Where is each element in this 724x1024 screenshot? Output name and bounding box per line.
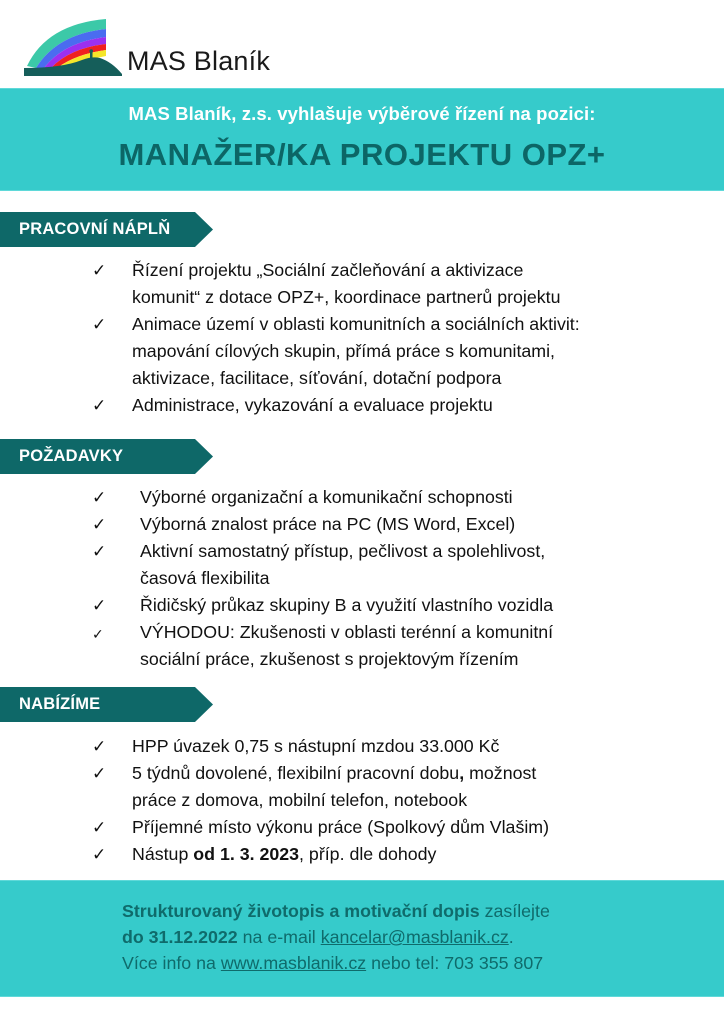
footer-run: na e-mail bbox=[237, 927, 321, 947]
logo bbox=[22, 16, 272, 76]
section-banner-offer bbox=[0, 687, 213, 722]
checkmark-icon: ✓ bbox=[92, 626, 104, 642]
offer-list bbox=[92, 733, 692, 868]
section-label-work: PRACOVNÍ NÁPLŇ bbox=[19, 220, 171, 238]
section-banner-requirements bbox=[0, 439, 213, 474]
footer-band bbox=[0, 880, 724, 997]
list-item-line: Aktivní samostatný přístup, pečlivost a spolehlivost, bbox=[140, 541, 546, 561]
footer-line bbox=[122, 950, 550, 976]
list-item-line bbox=[92, 841, 692, 868]
list-item-line: Administrace, vykazování a evaluace projektu bbox=[132, 395, 493, 415]
checkmark-icon: ✓ bbox=[92, 737, 107, 756]
footer-run: zasílejte bbox=[479, 901, 550, 921]
deadline: do 31.12.2022 bbox=[122, 927, 238, 947]
list-item bbox=[92, 619, 692, 673]
list-item-line bbox=[92, 760, 692, 787]
footer-run: Více info na bbox=[122, 953, 221, 973]
list-item-line: aktivizace, facilitace, síťování, dotační podpora bbox=[132, 368, 502, 388]
list-item-line: Výborné organizační a komunikační schopnosti bbox=[140, 487, 513, 507]
list-item-line: komunit“ z dotace OPZ+, koordinace partnerů projektu bbox=[132, 287, 561, 307]
list-item bbox=[92, 257, 692, 311]
list-item bbox=[92, 511, 692, 538]
checkmark-icon: ✓ bbox=[92, 488, 107, 507]
list-item bbox=[92, 311, 692, 392]
section-label-offer: NABÍZÍME bbox=[19, 695, 101, 713]
list-item-line: sociální práce, zkušenost s projektovým řízením bbox=[140, 649, 519, 669]
text-run: Nástup bbox=[132, 844, 194, 864]
list-item bbox=[92, 484, 692, 511]
checkmark-icon: ✓ bbox=[92, 818, 107, 837]
checkmark-icon: ✓ bbox=[92, 542, 107, 561]
checkmark-icon: ✓ bbox=[92, 396, 107, 415]
checkmark-icon: ✓ bbox=[92, 596, 107, 615]
footer-run: . bbox=[508, 927, 514, 947]
list-item-line: VÝHODOU: Zkušenosti v oblasti terénní a komunitní bbox=[140, 622, 554, 642]
footer-bold: Strukturovaný životopis a motivační dopis bbox=[122, 901, 480, 921]
list-item bbox=[92, 592, 692, 619]
list-item bbox=[92, 841, 692, 868]
website-link[interactable]: www.masblanik.cz bbox=[220, 953, 367, 973]
section-banner-work bbox=[0, 212, 213, 247]
list-item-line: mapování cílových skupin, přímá práce s komunitami, bbox=[132, 341, 555, 361]
list-item bbox=[92, 733, 692, 760]
footer-run: nebo tel: bbox=[366, 953, 445, 973]
list-item-line: práce z domova, mobilní telefon, notebook bbox=[132, 790, 468, 810]
list-item-line: Výborná znalost práce na PC (MS Word, Excel) bbox=[140, 514, 516, 534]
text-run: možnost bbox=[464, 763, 537, 783]
header-band bbox=[0, 88, 724, 191]
work-list bbox=[92, 257, 692, 419]
footer-line bbox=[122, 898, 550, 924]
checkmark-icon: ✓ bbox=[92, 315, 107, 334]
checkmark-icon: ✓ bbox=[92, 515, 107, 534]
text-run-bold: , bbox=[459, 763, 465, 783]
list-item-line: Řízení projektu „Sociální začleňování a aktivizace bbox=[132, 260, 524, 280]
list-item bbox=[92, 392, 692, 419]
list-item bbox=[92, 538, 692, 592]
start-date: od 1. 3. 2023 bbox=[193, 844, 300, 864]
checkmark-icon: ✓ bbox=[92, 845, 107, 864]
footer-line bbox=[122, 924, 550, 950]
phone-number: 703 355 807 bbox=[444, 953, 544, 973]
header-subtitle: MAS Blaník, z.s. vyhlašuje výběrové řízení na pozici: bbox=[128, 103, 596, 124]
checkmark-icon: ✓ bbox=[92, 261, 107, 280]
text-run: , příp. dle dohody bbox=[299, 844, 437, 864]
rainbow-hill-logo-icon bbox=[22, 16, 122, 76]
page-title: MANAŽER/KA PROJEKTU OPZ+ bbox=[118, 137, 606, 172]
section-label-requirements: POŽADAVKY bbox=[19, 447, 124, 465]
list-item bbox=[92, 760, 692, 814]
checkmark-icon: ✓ bbox=[92, 764, 107, 783]
logo-text: MAS Blaník bbox=[127, 46, 271, 76]
list-item-line: Příjemné místo výkonu práce (Spolkový dům Vlašim) bbox=[132, 817, 550, 837]
list-item-line: Řidičský průkaz skupiny B a využití vlastního vozidla bbox=[140, 595, 554, 615]
text-run: 5 týdnů dovolené, flexibilní pracovní dobu bbox=[132, 763, 460, 783]
list-item-line: Animace území v oblasti komunitních a sociálních aktivit: bbox=[132, 314, 580, 334]
list-item-line: HPP úvazek 0,75 s nástupní mzdou 33.000 Kč bbox=[132, 736, 500, 756]
requirements-list bbox=[92, 484, 692, 673]
list-item bbox=[92, 814, 692, 841]
email-link[interactable]: kancelar@masblanik.cz bbox=[320, 927, 509, 947]
list-item-line: časová flexibilita bbox=[140, 568, 270, 588]
footer-text bbox=[122, 898, 550, 976]
